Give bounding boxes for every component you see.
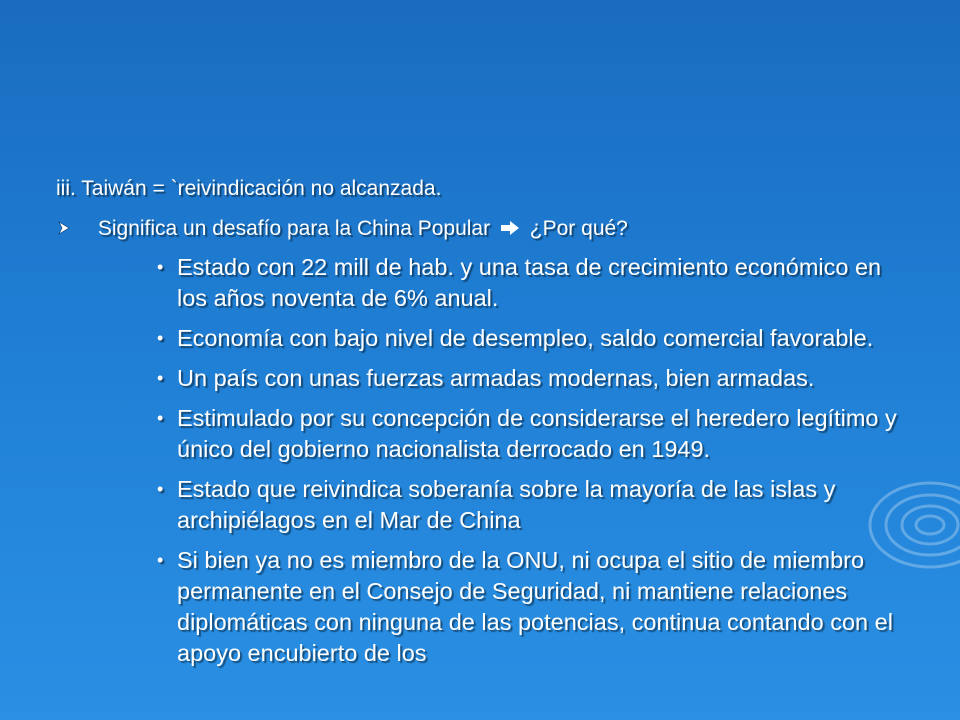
list-item-text: Estado que reivindica soberanía sobre la mayoría de las islas y archipiélagos en el Mar de China (177, 476, 836, 533)
list-item (155, 474, 915, 536)
list-item (155, 252, 915, 314)
bullet-dot-icon: • (157, 368, 164, 388)
main-point-question: ¿Por qué? (529, 217, 628, 240)
bullet-dot-icon: • (157, 408, 164, 428)
bullet-dot-icon: • (157, 479, 164, 499)
bullet-dot-icon: • (157, 550, 164, 570)
list-item-text: Economía con bajo nivel de desempleo, saldo comercial favorable. (177, 325, 874, 351)
bullet-list (155, 252, 915, 678)
list-item-text: Estimulado por su concepción de considerarse el heredero legítimo y único del gobierno nacionalista derrocado en 1949. (177, 405, 897, 462)
bullet-dot-icon: • (157, 328, 164, 348)
list-item-text: Un país con unas fuerzas armadas modernas, bien armadas. (177, 365, 815, 391)
list-item (155, 403, 915, 465)
list-item-text: Si bien ya no es miembro de la ONU, ni ocupa el sitio de miembro permanente en el Consejo de Seguridad, ni mantiene relaciones diplomáticas con ninguna de las potencias, continua contando con el apoyo encubierto de los (177, 547, 893, 666)
bullet-dot-icon: • (157, 257, 164, 277)
list-item (155, 545, 915, 669)
main-point-text: Significa un desafío para la China Popular (97, 217, 491, 240)
list-item-text: Estado con 22 mill de hab. y una tasa de crecimiento económico en los años noventa de 6% anual. (177, 254, 882, 311)
list-item (155, 363, 915, 394)
list-item (155, 323, 915, 354)
arrow-right-icon (500, 220, 520, 236)
main-point (56, 214, 628, 244)
arrow-bullet-icon (56, 220, 72, 236)
slide-heading: iii. Taiwán = `reivindicación no alcanzada. (56, 177, 442, 200)
